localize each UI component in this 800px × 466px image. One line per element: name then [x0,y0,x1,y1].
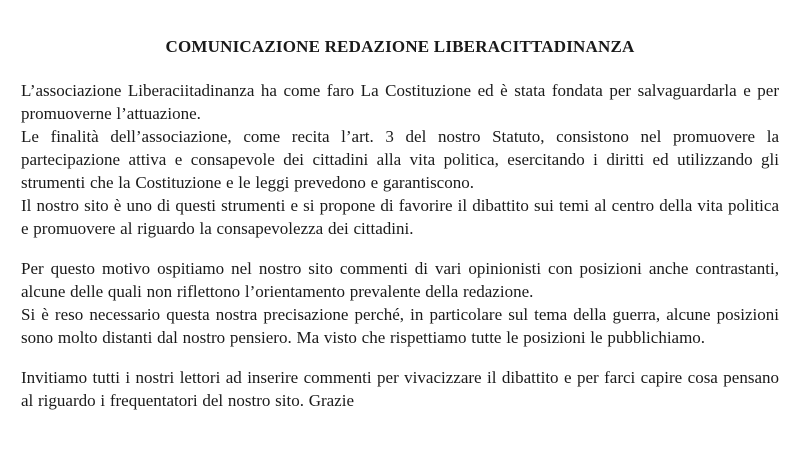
paragraph-invitation: Invitiamo tutti i nostri lettori ad inserire commenti per vivacizzare il dibattito e per farci capire cosa pensano al riguardo i frequentatori del nostro sito. Grazie [21,368,779,410]
paragraph-clarification: Si è reso necessario questa nostra precisazione perché, in particolare sul tema della guerra, alcune posizioni sono molto distanti dal nostro pensiero. Ma visto che rispettiamo tutte le posizioni le pubblichiamo. [21,305,779,347]
paragraph-block-editorial-position [21,257,779,349]
paragraph-opinionists: Per questo motivo ospitiamo nel nostro sito commenti di vari opinionisti con posizioni anche contrastanti, alcune delle quali non riflettono l’orientamento prevalente della redazione. [21,259,779,301]
paragraph-statute-goals: Le finalità dell’associazione, come recita l’art. 3 del nostro Statuto, consistono nel promuovere la partecipazione attiva e consapevole dei cittadini alla vita politica, esercitando i diritti ed utilizzando gli strumenti che la Costituzione e le leggi prevedono e garantiscono. [21,127,779,192]
paragraph-block-intro [21,79,779,240]
paragraph-block-invitation [21,366,779,412]
document-title: COMUNICAZIONE REDAZIONE LIBERACITTADINANZA [165,37,635,56]
paragraph-site-purpose: Il nostro sito è uno di questi strumenti e si propone di favorire il dibattito sui temi al centro della vita politica e promuovere al riguardo la consapevolezza dei cittadini. [21,196,779,238]
paragraph-association-foundation: L’associazione Liberaciitadinanza ha come faro La Costituzione ed è stata fondata per salvaguardarla e per promuoverne l’attuazione. [21,81,779,123]
